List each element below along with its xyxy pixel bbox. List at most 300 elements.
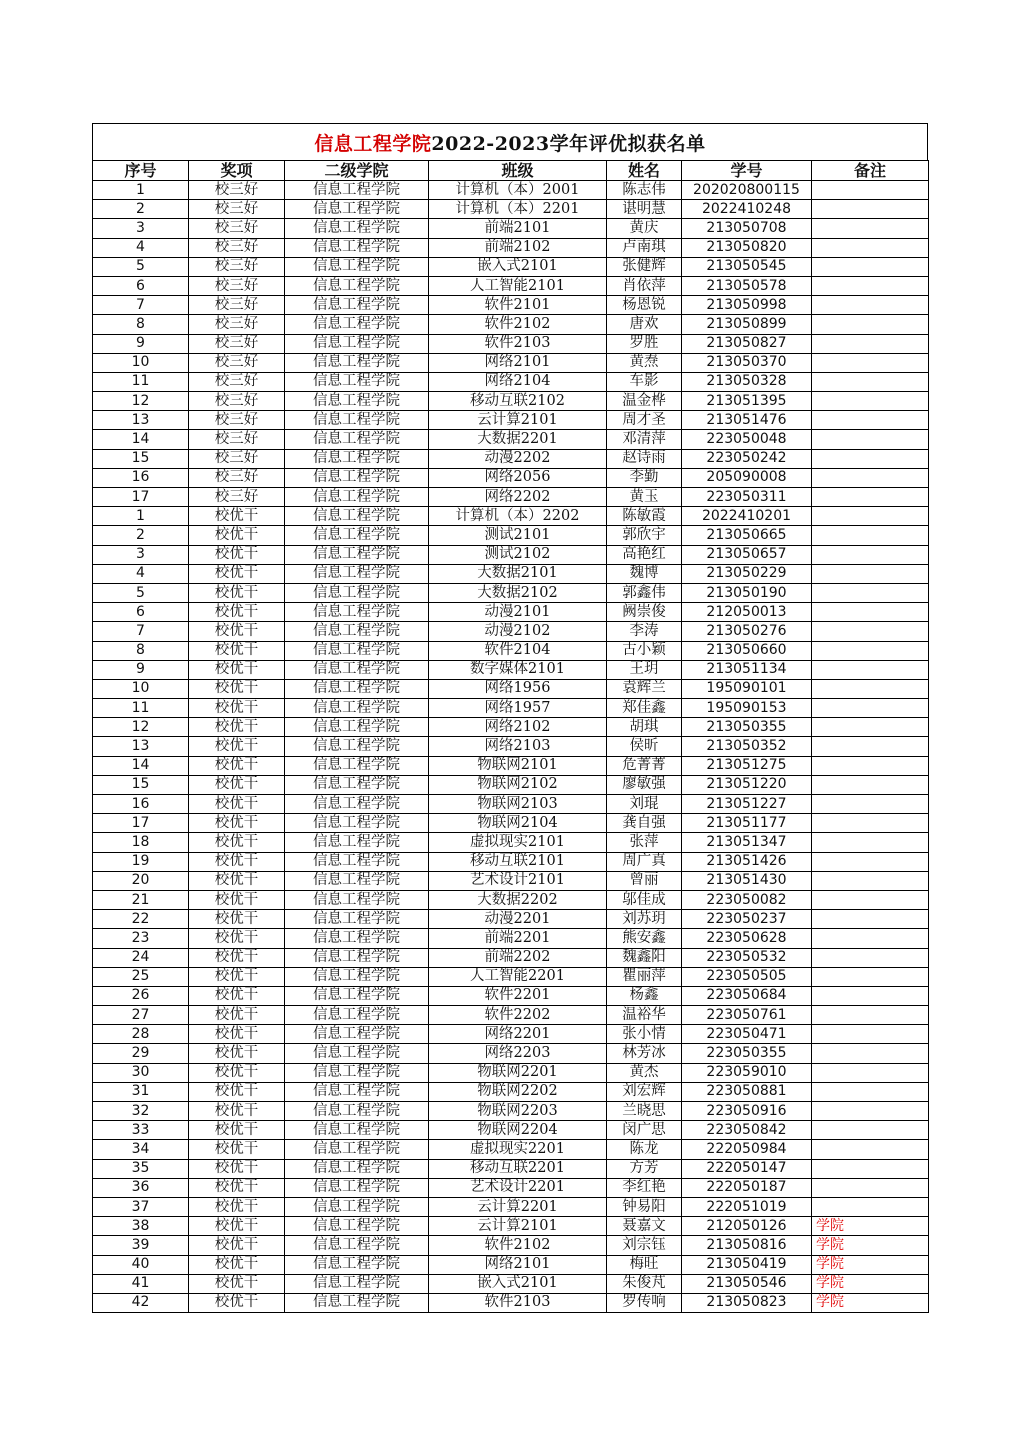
cell-student-name: 魏博 bbox=[607, 564, 682, 583]
cell-student-id: 213050276 bbox=[682, 622, 812, 641]
table-row bbox=[93, 449, 929, 468]
header-row bbox=[93, 161, 929, 181]
cell-award: 校优干 bbox=[189, 756, 285, 775]
table-row bbox=[93, 795, 929, 814]
cell-award: 校优干 bbox=[189, 1025, 285, 1044]
cell-student-id: 213051177 bbox=[682, 814, 812, 833]
cell-remark bbox=[812, 910, 929, 929]
cell-student-id: 213050998 bbox=[682, 296, 812, 315]
cell-seq: 12 bbox=[93, 392, 189, 411]
cell-college: 信息工程学院 bbox=[285, 545, 429, 564]
cell-class: 网络2101 bbox=[429, 1255, 607, 1274]
cell-class: 云计算2201 bbox=[429, 1197, 607, 1216]
cell-award: 校优干 bbox=[189, 890, 285, 909]
cell-seq: 20 bbox=[93, 871, 189, 890]
cell-seq: 1 bbox=[93, 181, 189, 200]
cell-student-name: 陈志伟 bbox=[607, 181, 682, 200]
cell-student-name: 郭欣宇 bbox=[607, 526, 682, 545]
cell-class: 前端2202 bbox=[429, 948, 607, 967]
cell-class: 网络2202 bbox=[429, 488, 607, 507]
cell-remark bbox=[812, 257, 929, 276]
cell-student-id: 223050842 bbox=[682, 1121, 812, 1140]
cell-student-id: 205090008 bbox=[682, 468, 812, 487]
cell-award: 校优干 bbox=[189, 1121, 285, 1140]
cell-college: 信息工程学院 bbox=[285, 1140, 429, 1159]
cell-class: 人工智能2101 bbox=[429, 276, 607, 295]
cell-award: 校优干 bbox=[189, 603, 285, 622]
cell-remark bbox=[812, 315, 929, 334]
cell-class: 前端2102 bbox=[429, 238, 607, 257]
cell-student-id: 223050684 bbox=[682, 986, 812, 1005]
cell-college: 信息工程学院 bbox=[285, 1197, 429, 1216]
cell-seq: 33 bbox=[93, 1121, 189, 1140]
table-row bbox=[93, 1197, 929, 1216]
cell-remark bbox=[812, 660, 929, 679]
cell-student-name: 林芳冰 bbox=[607, 1044, 682, 1063]
cell-seq: 2 bbox=[93, 526, 189, 545]
table-row bbox=[93, 1159, 929, 1178]
cell-student-id: 222050187 bbox=[682, 1178, 812, 1197]
cell-student-id: 213050665 bbox=[682, 526, 812, 545]
table-row bbox=[93, 679, 929, 698]
cell-college: 信息工程学院 bbox=[285, 1217, 429, 1236]
cell-student-id: 223050471 bbox=[682, 1025, 812, 1044]
cell-student-id: 213050352 bbox=[682, 737, 812, 756]
cell-student-name: 王玥 bbox=[607, 660, 682, 679]
cell-student-id: 223050916 bbox=[682, 1102, 812, 1121]
cell-remark bbox=[812, 737, 929, 756]
cell-class: 大数据2202 bbox=[429, 890, 607, 909]
cell-student-name: 郭鑫伟 bbox=[607, 583, 682, 602]
table-row bbox=[93, 392, 929, 411]
cell-seq: 7 bbox=[93, 296, 189, 315]
table-row bbox=[93, 1102, 929, 1121]
cell-student-name: 闵广思 bbox=[607, 1121, 682, 1140]
cell-remark: 学院 bbox=[812, 1293, 929, 1312]
cell-remark bbox=[812, 219, 929, 238]
cell-student-name: 邓清萍 bbox=[607, 430, 682, 449]
cell-remark bbox=[812, 507, 929, 526]
cell-student-id: 222051019 bbox=[682, 1197, 812, 1216]
cell-remark bbox=[812, 833, 929, 852]
cell-remark bbox=[812, 526, 929, 545]
cell-award: 校三好 bbox=[189, 372, 285, 391]
cell-college: 信息工程学院 bbox=[285, 468, 429, 487]
table-row bbox=[93, 986, 929, 1005]
cell-remark bbox=[812, 852, 929, 871]
cell-seq: 16 bbox=[93, 795, 189, 814]
table-row bbox=[93, 1044, 929, 1063]
cell-award: 校优干 bbox=[189, 622, 285, 641]
cell-remark bbox=[812, 967, 929, 986]
cell-student-id: 223050628 bbox=[682, 929, 812, 948]
cell-student-id: 223050505 bbox=[682, 967, 812, 986]
cell-student-name: 李涛 bbox=[607, 622, 682, 641]
cell-seq: 5 bbox=[93, 257, 189, 276]
table-row bbox=[93, 257, 929, 276]
cell-student-name: 赵诗雨 bbox=[607, 449, 682, 468]
cell-college: 信息工程学院 bbox=[285, 1102, 429, 1121]
cell-remark bbox=[812, 353, 929, 372]
cell-class: 大数据2201 bbox=[429, 430, 607, 449]
cell-college: 信息工程学院 bbox=[285, 679, 429, 698]
cell-student-name: 袁辉兰 bbox=[607, 679, 682, 698]
cell-student-id: 213051220 bbox=[682, 775, 812, 794]
cell-seq: 9 bbox=[93, 334, 189, 353]
cell-student-name: 曾丽 bbox=[607, 871, 682, 890]
cell-student-name: 黄杰 bbox=[607, 1063, 682, 1082]
cell-remark bbox=[812, 468, 929, 487]
cell-class: 测试2102 bbox=[429, 545, 607, 564]
cell-college: 信息工程学院 bbox=[285, 200, 429, 219]
cell-award: 校优干 bbox=[189, 1197, 285, 1216]
cell-seq: 13 bbox=[93, 737, 189, 756]
cell-student-name: 高艳红 bbox=[607, 545, 682, 564]
cell-award: 校三好 bbox=[189, 219, 285, 238]
cell-seq: 31 bbox=[93, 1082, 189, 1101]
cell-award: 校三好 bbox=[189, 238, 285, 257]
cell-class: 虚拟现实2201 bbox=[429, 1140, 607, 1159]
table-row bbox=[93, 910, 929, 929]
cell-student-id: 213050823 bbox=[682, 1293, 812, 1312]
table-row bbox=[93, 372, 929, 391]
cell-class: 软件2101 bbox=[429, 296, 607, 315]
cell-student-id: 213050546 bbox=[682, 1274, 812, 1293]
cell-class: 测试2101 bbox=[429, 526, 607, 545]
cell-award: 校优干 bbox=[189, 1140, 285, 1159]
cell-class: 物联网2201 bbox=[429, 1063, 607, 1082]
cell-college: 信息工程学院 bbox=[285, 756, 429, 775]
cell-seq: 15 bbox=[93, 449, 189, 468]
cell-award: 校三好 bbox=[189, 296, 285, 315]
cell-student-name: 聂嘉文 bbox=[607, 1217, 682, 1236]
table-row bbox=[93, 641, 929, 660]
cell-remark: 学院 bbox=[812, 1255, 929, 1274]
cell-student-name: 熊安鑫 bbox=[607, 929, 682, 948]
cell-remark bbox=[812, 1025, 929, 1044]
cell-student-name: 方芳 bbox=[607, 1159, 682, 1178]
table-row bbox=[93, 1255, 929, 1274]
cell-student-id: 202020800115 bbox=[682, 181, 812, 200]
cell-student-name: 车影 bbox=[607, 372, 682, 391]
cell-remark bbox=[812, 603, 929, 622]
cell-student-id: 213050370 bbox=[682, 353, 812, 372]
cell-remark bbox=[812, 890, 929, 909]
cell-college: 信息工程学院 bbox=[285, 1274, 429, 1293]
cell-award: 校优干 bbox=[189, 545, 285, 564]
cell-college: 信息工程学院 bbox=[285, 276, 429, 295]
cell-seq: 38 bbox=[93, 1217, 189, 1236]
cell-student-name: 魏鑫阳 bbox=[607, 948, 682, 967]
cell-remark: 学院 bbox=[812, 1217, 929, 1236]
header-award: 奖项 bbox=[189, 161, 285, 181]
cell-award: 校优干 bbox=[189, 986, 285, 1005]
cell-student-id: 213051275 bbox=[682, 756, 812, 775]
cell-student-name: 温裕华 bbox=[607, 1006, 682, 1025]
cell-award: 校优干 bbox=[189, 910, 285, 929]
cell-class: 物联网2101 bbox=[429, 756, 607, 775]
cell-seq: 3 bbox=[93, 219, 189, 238]
cell-seq: 16 bbox=[93, 468, 189, 487]
cell-award: 校优干 bbox=[189, 1102, 285, 1121]
cell-student-name: 黄玉 bbox=[607, 488, 682, 507]
cell-student-id: 213050657 bbox=[682, 545, 812, 564]
cell-remark bbox=[812, 200, 929, 219]
cell-student-name: 罗胜 bbox=[607, 334, 682, 353]
cell-remark bbox=[812, 775, 929, 794]
cell-remark bbox=[812, 699, 929, 718]
cell-award: 校三好 bbox=[189, 276, 285, 295]
cell-remark bbox=[812, 1063, 929, 1082]
cell-college: 信息工程学院 bbox=[285, 833, 429, 852]
cell-remark bbox=[812, 488, 929, 507]
cell-student-name: 张小情 bbox=[607, 1025, 682, 1044]
cell-seq: 27 bbox=[93, 1006, 189, 1025]
cell-student-id: 213051426 bbox=[682, 852, 812, 871]
cell-award: 校优干 bbox=[189, 948, 285, 967]
cell-remark bbox=[812, 871, 929, 890]
cell-student-name: 侯昕 bbox=[607, 737, 682, 756]
cell-class: 移动互联2102 bbox=[429, 392, 607, 411]
table-row bbox=[93, 929, 929, 948]
cell-seq: 1 bbox=[93, 507, 189, 526]
cell-class: 物联网2202 bbox=[429, 1082, 607, 1101]
cell-award: 校优干 bbox=[189, 564, 285, 583]
cell-student-id: 213050328 bbox=[682, 372, 812, 391]
cell-seq: 28 bbox=[93, 1025, 189, 1044]
cell-award: 校三好 bbox=[189, 468, 285, 487]
table-row bbox=[93, 699, 929, 718]
table-row bbox=[93, 1082, 929, 1101]
cell-award: 校优干 bbox=[189, 1217, 285, 1236]
cell-student-id: 223050237 bbox=[682, 910, 812, 929]
table-row bbox=[93, 526, 929, 545]
cell-college: 信息工程学院 bbox=[285, 603, 429, 622]
cell-seq: 25 bbox=[93, 967, 189, 986]
cell-college: 信息工程学院 bbox=[285, 507, 429, 526]
cell-class: 艺术设计2201 bbox=[429, 1178, 607, 1197]
cell-student-name: 廖敏强 bbox=[607, 775, 682, 794]
cell-college: 信息工程学院 bbox=[285, 257, 429, 276]
table-row bbox=[93, 660, 929, 679]
cell-college: 信息工程学院 bbox=[285, 699, 429, 718]
cell-college: 信息工程学院 bbox=[285, 1121, 429, 1140]
cell-remark bbox=[812, 392, 929, 411]
cell-college: 信息工程学院 bbox=[285, 430, 429, 449]
cell-award: 校优干 bbox=[189, 814, 285, 833]
cell-seq: 12 bbox=[93, 718, 189, 737]
cell-seq: 6 bbox=[93, 276, 189, 295]
table-row bbox=[93, 488, 929, 507]
cell-student-id: 212050126 bbox=[682, 1217, 812, 1236]
table-row bbox=[93, 1063, 929, 1082]
cell-class: 人工智能2201 bbox=[429, 967, 607, 986]
cell-student-name: 阙崇俊 bbox=[607, 603, 682, 622]
cell-class: 网络2201 bbox=[429, 1025, 607, 1044]
cell-seq: 23 bbox=[93, 929, 189, 948]
cell-seq: 10 bbox=[93, 353, 189, 372]
cell-student-name: 危菁菁 bbox=[607, 756, 682, 775]
cell-student-id: 213050419 bbox=[682, 1255, 812, 1274]
cell-student-id: 222050984 bbox=[682, 1140, 812, 1159]
cell-student-name: 刘宗钰 bbox=[607, 1236, 682, 1255]
cell-seq: 4 bbox=[93, 564, 189, 583]
table-row bbox=[93, 564, 929, 583]
table-row bbox=[93, 181, 929, 200]
cell-class: 网络2103 bbox=[429, 737, 607, 756]
cell-seq: 32 bbox=[93, 1102, 189, 1121]
table-row bbox=[93, 1025, 929, 1044]
cell-student-id: 213050229 bbox=[682, 564, 812, 583]
cell-student-id: 213050660 bbox=[682, 641, 812, 660]
cell-class: 艺术设计2101 bbox=[429, 871, 607, 890]
cell-student-id: 223050048 bbox=[682, 430, 812, 449]
cell-college: 信息工程学院 bbox=[285, 737, 429, 756]
table-row bbox=[93, 334, 929, 353]
cell-class: 嵌入式2101 bbox=[429, 1274, 607, 1293]
cell-college: 信息工程学院 bbox=[285, 814, 429, 833]
cell-seq: 30 bbox=[93, 1063, 189, 1082]
cell-student-id: 2022410248 bbox=[682, 200, 812, 219]
cell-award: 校优干 bbox=[189, 1255, 285, 1274]
cell-college: 信息工程学院 bbox=[285, 852, 429, 871]
cell-class: 软件2102 bbox=[429, 1236, 607, 1255]
cell-seq: 36 bbox=[93, 1178, 189, 1197]
header-name: 姓名 bbox=[607, 161, 682, 181]
cell-student-id: 213050899 bbox=[682, 315, 812, 334]
cell-seq: 29 bbox=[93, 1044, 189, 1063]
cell-student-id: 213051395 bbox=[682, 392, 812, 411]
cell-award: 校优干 bbox=[189, 795, 285, 814]
cell-student-id: 195090101 bbox=[682, 679, 812, 698]
cell-college: 信息工程学院 bbox=[285, 795, 429, 814]
title-rest: 2022-2023学年评优拟获名单 bbox=[431, 132, 706, 155]
cell-seq: 14 bbox=[93, 756, 189, 775]
cell-student-id: 213050190 bbox=[682, 583, 812, 602]
table-row bbox=[93, 967, 929, 986]
table-row bbox=[93, 507, 929, 526]
cell-college: 信息工程学院 bbox=[285, 929, 429, 948]
cell-student-name: 刘琨 bbox=[607, 795, 682, 814]
cell-remark bbox=[812, 238, 929, 257]
cell-award: 校优干 bbox=[189, 679, 285, 698]
cell-award: 校优干 bbox=[189, 1063, 285, 1082]
table-row bbox=[93, 238, 929, 257]
cell-student-name: 杨鑫 bbox=[607, 986, 682, 1005]
cell-student-name: 杨恩锐 bbox=[607, 296, 682, 315]
cell-seq: 3 bbox=[93, 545, 189, 564]
cell-seq: 14 bbox=[93, 430, 189, 449]
cell-class: 软件2202 bbox=[429, 1006, 607, 1025]
cell-class: 网络2104 bbox=[429, 372, 607, 391]
cell-award: 校优干 bbox=[189, 660, 285, 679]
table-row bbox=[93, 430, 929, 449]
cell-class: 前端2201 bbox=[429, 929, 607, 948]
cell-student-name: 卢南琪 bbox=[607, 238, 682, 257]
cell-remark bbox=[812, 718, 929, 737]
cell-student-name: 古小颖 bbox=[607, 641, 682, 660]
cell-student-id: 213051227 bbox=[682, 795, 812, 814]
cell-class: 计算机（本）2201 bbox=[429, 200, 607, 219]
table-row bbox=[93, 871, 929, 890]
cell-college: 信息工程学院 bbox=[285, 238, 429, 257]
cell-student-name: 刘苏玥 bbox=[607, 910, 682, 929]
cell-class: 大数据2102 bbox=[429, 583, 607, 602]
cell-award: 校优干 bbox=[189, 775, 285, 794]
cell-student-id: 2022410201 bbox=[682, 507, 812, 526]
header-student-id: 学号 bbox=[682, 161, 812, 181]
cell-student-id: 223050532 bbox=[682, 948, 812, 967]
cell-class: 数字媒体2101 bbox=[429, 660, 607, 679]
table-row bbox=[93, 833, 929, 852]
table-row bbox=[93, 468, 929, 487]
award-table bbox=[92, 160, 929, 1313]
table-row bbox=[93, 622, 929, 641]
cell-award: 校优干 bbox=[189, 1178, 285, 1197]
cell-seq: 24 bbox=[93, 948, 189, 967]
cell-class: 软件2103 bbox=[429, 334, 607, 353]
cell-remark bbox=[812, 1197, 929, 1216]
cell-award: 校三好 bbox=[189, 334, 285, 353]
cell-student-id: 213050355 bbox=[682, 718, 812, 737]
cell-class: 软件2104 bbox=[429, 641, 607, 660]
table-row bbox=[93, 296, 929, 315]
cell-college: 信息工程学院 bbox=[285, 986, 429, 1005]
cell-class: 网络2101 bbox=[429, 353, 607, 372]
cell-class: 计算机（本）2202 bbox=[429, 507, 607, 526]
cell-remark bbox=[812, 296, 929, 315]
cell-student-id: 223050082 bbox=[682, 890, 812, 909]
cell-college: 信息工程学院 bbox=[285, 775, 429, 794]
cell-student-id: 213051430 bbox=[682, 871, 812, 890]
cell-award: 校三好 bbox=[189, 353, 285, 372]
cell-remark bbox=[812, 276, 929, 295]
cell-student-id: 195090153 bbox=[682, 699, 812, 718]
header-class: 班级 bbox=[429, 161, 607, 181]
cell-student-id: 213050545 bbox=[682, 257, 812, 276]
table-row bbox=[93, 200, 929, 219]
cell-remark bbox=[812, 411, 929, 430]
cell-remark bbox=[812, 948, 929, 967]
cell-seq: 17 bbox=[93, 814, 189, 833]
header-seq: 序号 bbox=[93, 161, 189, 181]
table-row bbox=[93, 775, 929, 794]
cell-award: 校优干 bbox=[189, 1159, 285, 1178]
cell-remark bbox=[812, 622, 929, 641]
cell-seq: 40 bbox=[93, 1255, 189, 1274]
cell-college: 信息工程学院 bbox=[285, 449, 429, 468]
cell-remark bbox=[812, 430, 929, 449]
cell-award: 校优干 bbox=[189, 507, 285, 526]
cell-student-name: 唐欢 bbox=[607, 315, 682, 334]
award-list-sheet bbox=[92, 123, 928, 1313]
cell-class: 动漫2201 bbox=[429, 910, 607, 929]
cell-seq: 21 bbox=[93, 890, 189, 909]
cell-student-id: 213051347 bbox=[682, 833, 812, 852]
cell-student-id: 213050820 bbox=[682, 238, 812, 257]
cell-student-id: 223050355 bbox=[682, 1044, 812, 1063]
cell-student-name: 周才圣 bbox=[607, 411, 682, 430]
cell-seq: 11 bbox=[93, 699, 189, 718]
cell-seq: 4 bbox=[93, 238, 189, 257]
cell-college: 信息工程学院 bbox=[285, 1255, 429, 1274]
cell-college: 信息工程学院 bbox=[285, 641, 429, 660]
cell-student-name: 邬佳成 bbox=[607, 890, 682, 909]
cell-student-name: 胡琪 bbox=[607, 718, 682, 737]
table-row bbox=[93, 1217, 929, 1236]
cell-class: 物联网2104 bbox=[429, 814, 607, 833]
cell-class: 物联网2203 bbox=[429, 1102, 607, 1121]
